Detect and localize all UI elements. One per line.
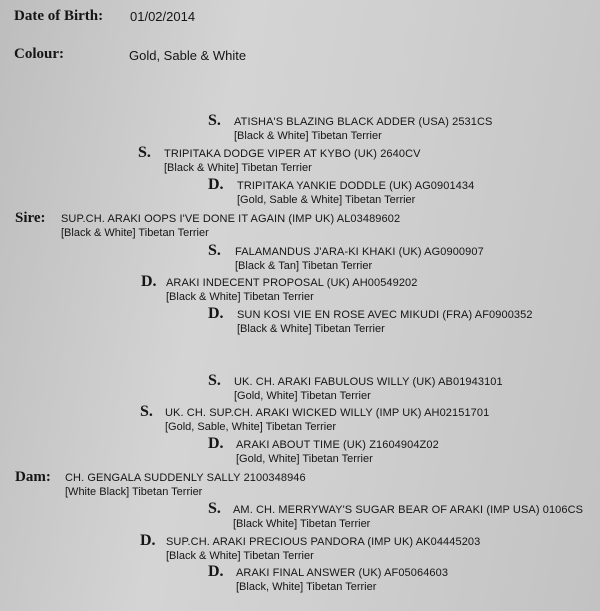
dog-name: UK. CH. ARAKI FABULOUS WILLY (UK) AB01943101 (234, 376, 503, 388)
dog-name: ARAKI ABOUT TIME (UK) Z1604904Z02 (236, 439, 439, 451)
sire-label: Sire: (15, 210, 46, 226)
sex-mark: S. (208, 242, 221, 259)
entry-dam-sire (140, 403, 490, 433)
dog-name: SUP.CH. ARAKI OOPS I'VE DONE IT AGAIN (IMP UK) AL03489602 (61, 213, 401, 225)
entry-sire-sire-sire (208, 112, 493, 142)
sex-mark: D. (208, 563, 224, 580)
dog-colour-breed: [Black & White] Tibetan Terrier (166, 291, 314, 303)
sex-mark: S. (138, 144, 151, 161)
entry-dam-dam-sire (208, 500, 584, 530)
sex-mark: S. (208, 112, 221, 129)
dog-name: TRIPITAKA YANKIE DODDLE (UK) AG0901434 (237, 180, 475, 192)
entry-dam (15, 469, 306, 498)
entry-sire-dam (141, 273, 418, 303)
dog-colour-breed: [Black & Tan] Tibetan Terrier (235, 260, 373, 272)
dog-name: SUP.CH. ARAKI PRECIOUS PANDORA (IMP UK) AK04445203 (166, 536, 481, 548)
dog-colour-breed: [Gold, White] Tibetan Terrier (236, 453, 373, 465)
entry-sire-sire-dam (208, 176, 475, 206)
dog-colour-breed: [Black & White] Tibetan Terrier (234, 130, 382, 142)
dog-name: UK. CH. SUP.CH. ARAKI WICKED WILLY (IMP UK) AH02151701 (165, 407, 490, 419)
sex-mark: D. (208, 176, 224, 193)
dog-name: ATISHA'S BLAZING BLACK ADDER (USA) 2531CS (234, 116, 493, 128)
entry-dam-dam-dam (208, 563, 449, 593)
dog-name: ARAKI FINAL ANSWER (UK) AF05064603 (236, 567, 449, 579)
sex-mark: D. (141, 273, 157, 290)
dog-colour-breed: [Black & White] Tibetan Terrier (164, 162, 312, 174)
dam-label: Dam: (15, 469, 51, 485)
entry-sire-sire (138, 144, 421, 174)
dog-colour-breed: [Gold, Sable, White] Tibetan Terrier (165, 421, 336, 433)
dog-colour-breed: [Black & White] Tibetan Terrier (61, 227, 209, 239)
dob-label: Date of Birth: (14, 8, 104, 24)
dob-value: 01/02/2014 (130, 9, 196, 24)
entry-dam-dam (140, 532, 481, 562)
dog-name: FALAMANDUS J'ARA-KI KHAKI (UK) AG0900907 (235, 246, 484, 258)
entry-sire (15, 210, 401, 239)
entry-sire-dam-dam (208, 305, 533, 335)
dog-name: TRIPITAKA DODGE VIPER AT KYBO (UK) 2640CV (164, 148, 421, 160)
dog-name: SUN KOSI VIE EN ROSE AVEC MIKUDI (FRA) AF0900352 (237, 309, 533, 321)
dog-colour-breed: [Gold, White] Tibetan Terrier (234, 390, 371, 402)
colour-value: Gold, Sable & White (129, 48, 247, 63)
dog-name: ARAKI INDECENT PROPOSAL (UK) AH00549202 (166, 277, 418, 289)
colour-label: Colour: (14, 46, 64, 62)
dog-colour-breed: [Black White] Tibetan Terrier (233, 518, 371, 530)
dog-name: CH. GENGALA SUDDENLY SALLY 2100348946 (65, 472, 306, 484)
sex-mark: D. (208, 435, 224, 452)
dog-colour-breed: [Black & White] Tibetan Terrier (166, 550, 314, 562)
entry-sire-dam-sire (208, 242, 484, 272)
dog-colour-breed: [Black, White] Tibetan Terrier (236, 581, 377, 593)
sex-mark: S. (208, 372, 221, 389)
sex-mark: S. (208, 500, 221, 517)
sex-mark: D. (208, 305, 224, 322)
dog-colour-breed: [Gold, Sable & White] Tibetan Terrier (237, 194, 416, 206)
entry-dam-sire-sire (208, 372, 503, 402)
dog-name: AM. CH. MERRYWAY'S SUGAR BEAR OF ARAKI (IMP USA) 0106CS (233, 504, 584, 516)
sex-mark: D. (140, 532, 156, 549)
entry-dam-sire-dam (208, 435, 439, 465)
sex-mark: S. (140, 403, 153, 420)
dog-colour-breed: [Black & White] Tibetan Terrier (237, 323, 385, 335)
dog-colour-breed: [White Black] Tibetan Terrier (65, 486, 203, 498)
